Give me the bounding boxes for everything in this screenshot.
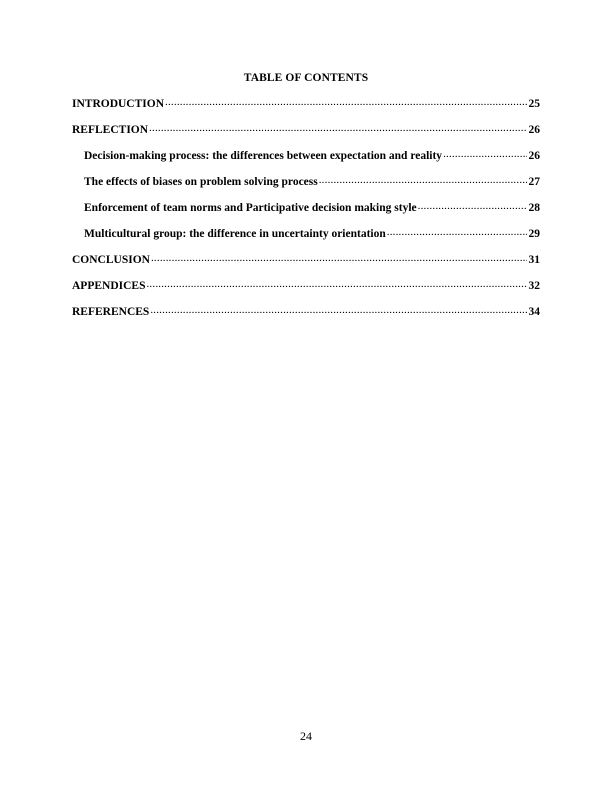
toc-entry-page: 26 [528,124,540,136]
toc-dot-leader [443,149,526,159]
toc-entry-label: REFLECTION [72,124,149,136]
toc-entry-multicultural[interactable] [72,227,540,253]
toc-entry-label: Decision-making process: the differences between expectation and reality [84,150,443,162]
toc-entry-references[interactable] [72,305,540,331]
toc-entry-label: INTRODUCTION [72,98,165,110]
toc-entry-biases[interactable] [72,175,540,201]
toc-entry-page: 27 [528,176,540,188]
toc-dot-leader [319,175,527,185]
toc-dot-leader [150,305,526,315]
table-of-contents [72,97,540,331]
toc-entry-label: REFERENCES [72,306,150,318]
toc-entry-page: 26 [528,150,540,162]
toc-entry-label: Enforcement of team norms and Participative decision making style [84,202,417,214]
toc-entry-conclusion[interactable] [72,253,540,279]
toc-dot-leader [418,201,527,211]
toc-dot-leader [387,227,527,237]
toc-entry-label: The effects of biases on problem solving process [84,176,318,188]
toc-entry-label: APPENDICES [72,280,146,292]
toc-dot-leader [151,253,527,263]
toc-dot-leader [146,279,526,289]
toc-entry-page: 34 [528,306,540,318]
toc-entry-page: 32 [528,280,540,292]
toc-dot-leader [149,123,526,133]
toc-entry-page: 28 [528,202,540,214]
toc-title: TABLE OF CONTENTS [243,72,369,84]
toc-dot-leader [165,97,526,107]
toc-entry-appendices[interactable] [72,279,540,305]
toc-entry-label: Multicultural group: the difference in uncertainty orientation [84,228,386,240]
toc-entry-page: 25 [528,98,540,110]
toc-entry-page: 29 [528,228,540,240]
toc-entry-label: CONCLUSION [72,254,150,266]
toc-entry-decision-making[interactable] [72,149,540,175]
toc-entry-page: 31 [528,254,540,266]
toc-entry-team-norms[interactable] [72,201,540,227]
toc-entry-introduction[interactable] [72,97,540,123]
page-number: 24 [300,729,312,743]
toc-entry-reflection[interactable] [72,123,540,149]
